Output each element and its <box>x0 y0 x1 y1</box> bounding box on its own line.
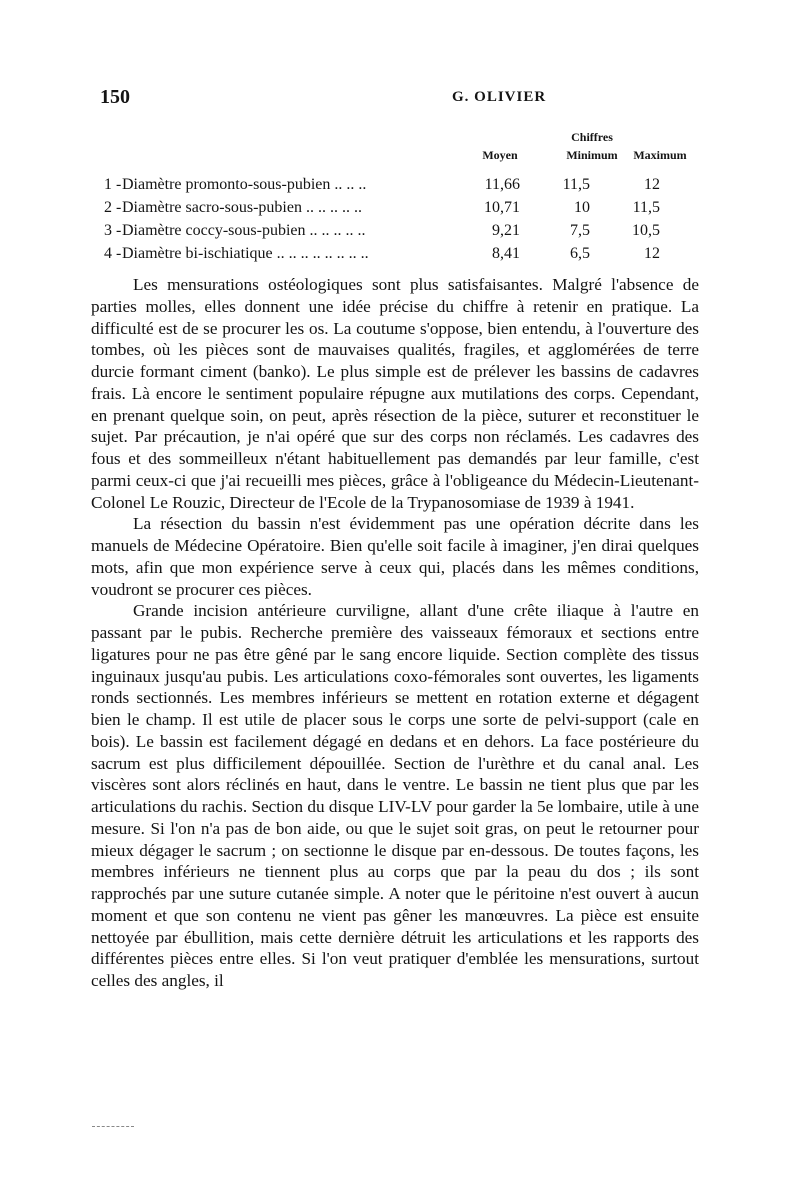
value-minimum: 7,5 <box>570 222 590 239</box>
column-heading-moyen: Moyen <box>482 148 518 162</box>
row-number: 1 - <box>104 176 122 193</box>
value-moyen: 10,71 <box>484 199 520 216</box>
value-maximum: 11,5 <box>632 199 660 216</box>
table-header <box>100 130 700 170</box>
value-maximum: 10,5 <box>632 222 660 239</box>
value-minimum: 10 <box>574 199 590 216</box>
paragraph: La résection du bassin n'est évidemment pas une opération décrite dans les manuels de Médecine Opératoire. Bien qu'elle soit facile à imaginer, j'en dirai quelques mots, afin que mon expérience serve à ceux qui, placés dans les mêmes conditions, voudront se procurer ces pièces. <box>91 514 699 599</box>
value-moyen: 9,21 <box>492 222 520 239</box>
measurements-table <box>100 173 700 265</box>
column-heading-minimum: Minimum <box>566 148 618 162</box>
table-row <box>100 242 700 265</box>
row-number: 4 - <box>104 245 122 262</box>
table-row <box>100 219 700 242</box>
value-minimum: 6,5 <box>570 245 590 262</box>
running-head: G. OLIVIER <box>452 89 547 105</box>
row-label: Diamètre promonto-sous-pubien .. .. .. <box>122 176 367 193</box>
row-number: 3 - <box>104 222 122 239</box>
row-label: Diamètre bi-ischiatique .. .. .. .. .. .. .. .. <box>122 245 369 262</box>
table-row <box>100 173 700 196</box>
row-label: Diamètre sacro-sous-pubien .. .. .. .. .. <box>122 199 362 216</box>
paragraph: Les mensurations ostéologiques sont plus satisfaisantes. Malgré l'absence de parties molles, elles donnent une idée précise du chiffre à retenir en pratique. La difficulté est de se procurer les os. La coutume s'oppose, bien entendu, à l'ouverture des tombes, où les pièces sont de mauvaises qualités, fragiles, et agglomérées de terre durcie formant ciment (banko). Le plus simple est de prélever les bassins de cadavres frais. Là encore le sentiment populaire répugne aux mutilations des corps. Cependant, en prenant quelque soin, on peut, après résection de la pièce, suturer et reconstituer le sujet. Par précaution, je n'ai opéré que sur des corps non réclamés. Les cadavres des fous et des sommeilleux n'étant habituellement pas demandés par leur famille, c'est parmi ceux-ci que j'ai recueilli mes pièces, grâce à l'obligeance du Médecin-Lieutenant-Colonel Le Rouzic, Directeur de l'Ecole de la Trypanosomiase de 1939 à 1941. <box>91 275 699 512</box>
body-text <box>91 274 699 992</box>
page-number: 150 <box>100 86 130 108</box>
value-moyen: 8,41 <box>492 245 520 262</box>
column-group-heading: Chiffres <box>571 130 613 144</box>
page-header <box>100 86 700 114</box>
table-row <box>100 196 700 219</box>
column-heading-maximum: Maximum <box>633 148 687 162</box>
value-moyen: 11,66 <box>484 176 520 193</box>
value-maximum: 12 <box>644 245 660 262</box>
value-minimum: 11,5 <box>562 176 590 193</box>
value-maximum: 12 <box>644 176 660 193</box>
row-label: Diamètre coccy-sous-pubien .. .. .. .. .. <box>122 222 366 239</box>
footer-rule <box>92 1126 134 1127</box>
row-number: 2 - <box>104 199 122 216</box>
paragraph: Grande incision antérieure curviligne, allant d'une crête iliaque à l'autre en passant par le pubis. Recherche première des vaisseaux fémoraux et sections entre ligatures pour ne pas être gêné par le sang encore liquide. Section complète des tissus inguinaux jusqu'au pubis. Les articulations coxo-fémorales sont ouvertes, les ligaments ronds sectionnés. Les membres inférieurs se mettent en rotation externe et dégagent bien le champ. Il est utile de placer sous le corps une sorte de pelvi-support (cale en bois). Le bassin est facilement dégagé en dedans et en dehors. La face postérieure du sacrum est plus difficilement dépouillée. Section de l'urèthre et du canal anal. Les viscères sont alors réclinés en haut, dans le ventre. Le bassin ne tient plus que par les articulations du rachis. Section du disque LIV-LV pour garder la 5e lombaire, utile à une mesure. Si l'on n'a pas de bon aide, ou que le sujet soit gras, on peut le retourner pour mieux dégager le sacrum ; on sectionne le disque par en-dessous. De toutes façons, les membres inférieurs ne tiennent plus au corps que par la peau du dos ; ils sont rapprochés par une suture cutanée simple. A noter que le péritoine n'est ouvert à aucun moment et que son contenu ne vient pas gêner les manœuvres. La pièce est ensuite nettoyée par ébullition, mais cette dernière détruit les articulations et les rapports des différentes pièces entre elles. Si l'on veut pratiquer d'emblée les mensurations, surtout celles des angles, il <box>91 601 699 990</box>
